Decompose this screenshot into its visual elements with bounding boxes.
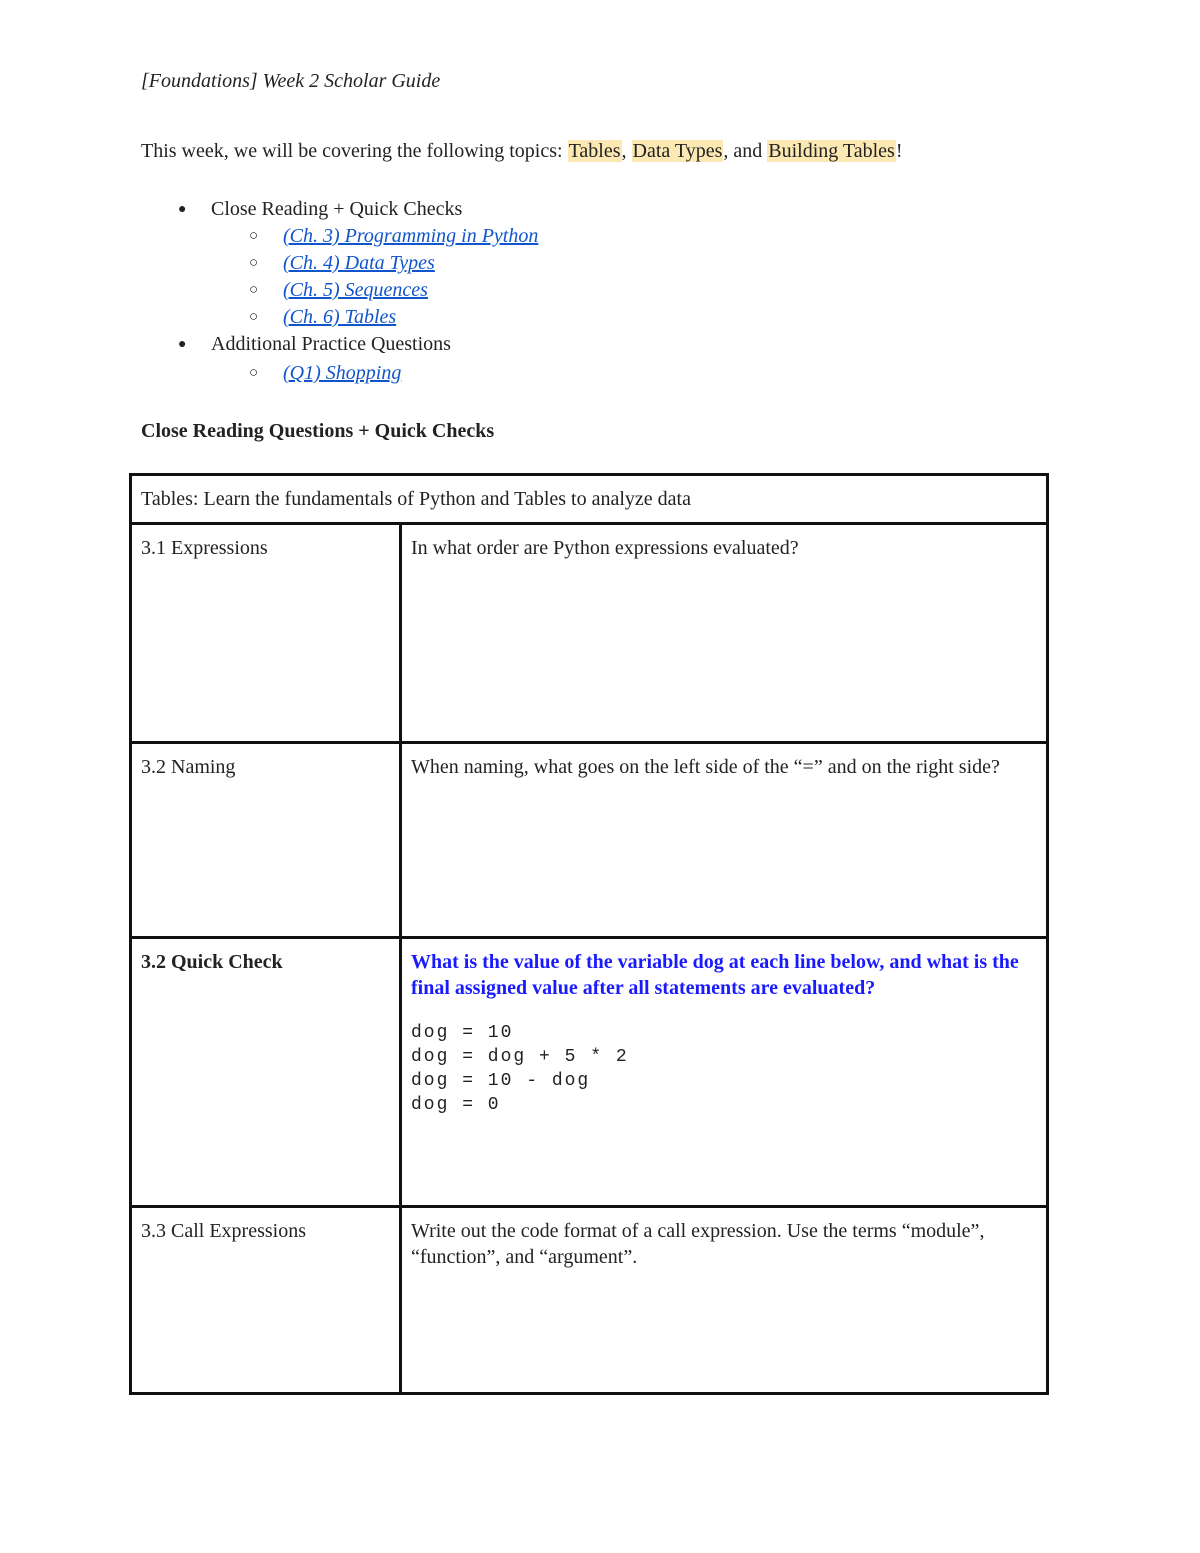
code-line: dog = 0 [411,1095,501,1115]
intro-prefix: This week, we will be covering the following topics: [141,140,568,162]
questions-table [129,473,1049,1395]
link-ch6-tables[interactable]: (Ch. 6) Tables [283,306,397,328]
topic-outline [0,196,1200,387]
code-line: dog = 10 [411,1023,514,1043]
filled-bullet-icon: ● [178,202,187,217]
row-question-cell [401,938,1048,1207]
intro-suffix: ! [895,140,903,162]
link-ch5-sequences[interactable]: (Ch. 5) Sequences [283,279,428,301]
link-ch3-programming-in-python[interactable]: (Ch. 3) Programming in Python [283,225,539,247]
row-question: Write out the code format of a call expression. Use the terms “module”, “function”, and “argument”. [401,1207,1048,1394]
code-line: dog = 10 - dog [411,1071,591,1091]
row-question: What is the value of the variable dog at each line below, and what is the final assigned value after all statements are evaluated? [411,951,1019,999]
hollow-bullet-icon: ○ [249,365,259,381]
row-label: 3.1 Expressions [131,524,401,743]
outline-subitem [0,360,1200,387]
table-row-quick-check [131,938,1048,1207]
row-label: 3.3 Call Expressions [131,1207,401,1394]
table-header-row [131,475,1048,524]
table-header-cell: Tables: Learn the fundamentals of Python and Tables to analyze data [131,475,1048,524]
row-question: When naming, what goes on the left side of the “=” and on the right side? [401,743,1048,938]
topic-tables: Tables [568,140,621,162]
intro-separator: , [621,140,632,162]
row-label: 3.2 Naming [131,743,401,938]
topic-data-types: Data Types [632,140,723,162]
table-row [131,524,1048,743]
outline-subitem [0,277,1200,304]
hollow-bullet-icon: ○ [249,282,259,298]
document-title: [Foundations] Week 2 Scholar Guide [141,70,441,92]
outline-item-close-reading [0,196,1200,223]
intro-separator: , and [723,140,768,162]
section-heading: Close Reading Questions + Quick Checks [141,420,495,442]
topic-building-tables: Building Tables [768,140,895,162]
code-line: dog = dog + 5 * 2 [411,1047,629,1067]
filled-bullet-icon: ● [178,337,187,352]
outline-subitem [0,304,1200,331]
hollow-bullet-icon: ○ [249,228,259,244]
table-row [131,743,1048,938]
hollow-bullet-icon: ○ [249,309,259,325]
outline-subitem [0,250,1200,277]
hollow-bullet-icon: ○ [249,255,259,271]
link-q1-shopping[interactable]: (Q1) Shopping [283,362,402,384]
code-block [411,1021,1037,1117]
intro-paragraph [141,140,903,163]
link-ch4-data-types[interactable]: (Ch. 4) Data Types [283,252,435,274]
table-row [131,1207,1048,1394]
outline-label: Additional Practice Questions [211,333,451,355]
outline-subitem [0,223,1200,250]
outline-item-additional-practice [0,331,1200,358]
outline-label: Close Reading + Quick Checks [211,198,463,220]
row-question: In what order are Python expressions evaluated? [401,524,1048,743]
row-label: 3.2 Quick Check [131,938,401,1207]
